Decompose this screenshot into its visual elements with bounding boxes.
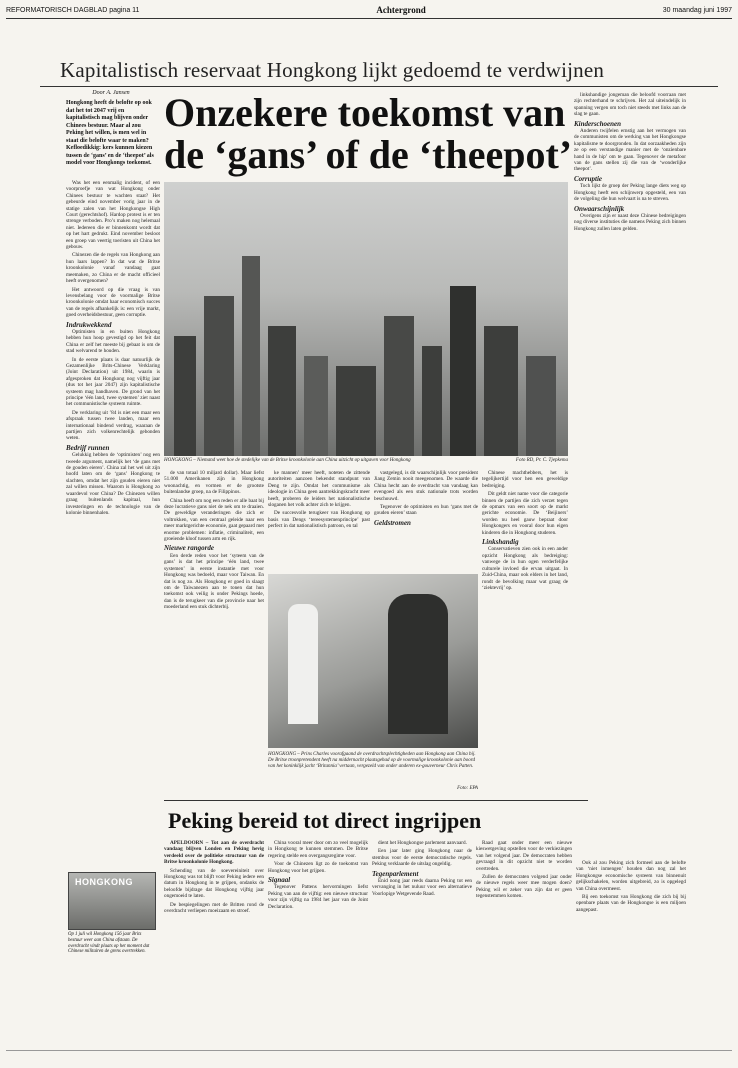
col7-subhead-3: Onwaarschijnlijk: [574, 204, 625, 213]
article-column-5: [374, 470, 478, 570]
col4-para-2: De succesvolle terugkeer van Hongkong op basis van Dengs ‘tereesystemenprincipe’ past perfect in dat nationalistisch patroon, en tal: [268, 510, 370, 530]
page-bottom-rule: [6, 1050, 732, 1051]
article-column-1: [66, 180, 160, 790]
col1-para-3: Het antwoord op die vraag is van levensbelang voor de voormalige Britse kroonkolonie omdat haar economisch succes van de regels afhankelijk is: een vrije markt, goed overheidsbestuur, geen corruptie.: [66, 286, 160, 319]
article2-column-3: [372, 840, 472, 1045]
col4-para-1: ke mannen’ meer heeft, noteten de zittende autoriteiten aanzoen bekendst standpunt van Deng te zijn. Omdat het communisme als ideologie in China geen aantrekkingskracht meer heeft, proberen de leiders het nationalistische sloganen het volk achter zich te krijgen.: [268, 470, 370, 509]
article2-rule: [164, 800, 588, 801]
headline-line-2: de ‘gans’ of de ‘theepot’: [164, 132, 573, 177]
article2-col2-para-1: China vooral meer door om zo veel mogelijk in Hongkong te kunnen stemmen. De Britse regering stelde een overgangsregime voor.: [268, 840, 368, 859]
article2-col5-para-1: Ook al zou Peking zich formeel aan de belofte van ‘niet inmengen’ houden dan nog zal het Hongkongse economische systeem van binnenuit gelijkschakelen, worden uitgebreid, zo is opgelegd van China overmeest.: [576, 860, 686, 892]
article2-col3-subhead: Tegenparlement: [372, 869, 419, 878]
hongkong-skyline-photo: [164, 182, 568, 456]
col3-subhead: Nieuwe rangorde: [164, 544, 214, 553]
col2-subhead: Bedrijf runnen: [66, 443, 110, 452]
article2-col3-para-1: dient het Hongkongse parlement aanvaard.: [378, 840, 467, 846]
col5-para-1: vastgelegd, is dit waarschijnlijk voor president Jiang Zemin nooit meegenomen. De waarde die China hecht aan de overdracht van vandaag kan evengoed als een stuk nationale trots worden beschouwd.: [374, 470, 478, 502]
article-byline: Door A. Jansen: [92, 90, 130, 96]
article2-col2-subhead: Signaal: [268, 876, 291, 885]
ad-caption: Op 1 juli wil Hongkong 156 jaar Brits bestuur weer aan China afstaan. De overdracht vindt plaats op het moment dat Chinese militairen de grens overtrekken.: [68, 932, 150, 955]
header-section: Achtergrond: [376, 5, 426, 15]
col3-para-2: China heeft om nog een reden er alle baat bij deze lucratieve gans niet de nek om te draaien. De geweldige veranderingen die zich er voltrokken, van een centraal geleide naar een meer marktgerichte economie, gaat gepaard met enorme problemen: inflatie, criminaliteit, een groeiende kloof tussen arm en rijk.: [164, 497, 264, 543]
col1-para-1: Was het een eenmalig incident, of een voorproefje van wat Hongkong onder Chinees bestuur te wachten staat? Het gebeurde eind november vorig jaar in de statige zalen van het Hongkongse High Court (gerechtshof). Hardop protest is er ten strenge verboden. Pro’s maken nog helemaal niet. Iedereen die er binnenkomt wordt dat op het hart gedrukt. Eind november besloot een groep van veertig toeristen uit China het gebouw.: [66, 180, 160, 251]
col1-para-2: Chinezen die de regels van Hongkong aan hun laars lappen? In dat wat de Britse kroonkolonie vanaf vandaag gaat meemaken, zo China er de macht officieel heeft overgenomen?: [66, 252, 160, 285]
col3-sub-para: Een derde reden voor het ‘syteem van de gans’ is dat het principe ‘één land, twee systemen’ in eerste instantie met voor Hongkong was bedoeld, maar voor Taiwan. En dat is nog zo. Als Hongkong er goed in slaagt om de Taiwanezen aan te tonen dat hun toekomst ook veilig is onder Pekings hoede, dan is de terugkeer van die provincie naar het moederland een stuk dichterbij.: [164, 552, 264, 611]
col7-sub-para-3: Overigens zijn er naast deze Chinese bedreigingen nog diverse instituties die namens Peking zich binnen Hongkong zullen laten gelden.: [574, 212, 686, 232]
article-headline: [164, 92, 584, 176]
col2-para-2: De verklaring uit ’84 is niet een maar een afspraak tussen twee landen, maar een internationaal bindend verdrag, waaraan de partijen zich volkenrechtelijk gebonden weten.: [66, 409, 160, 442]
col5-para-2: Tegenover de optimisten en hun ‘gans met de gouden eieren’ staan: [374, 504, 478, 517]
col2-para-1: In de eerste plaats is daar natuurlijk de Gezamenlijke Brits-Chinese Verklaring (Joint Declaration) uit 1984, waarin is afgesproken dat Hongkong nog vijftig jaar (dus tot het jaar 2047) zijn kapitalistische systeem mag handhaven. De grond van het principe ‘één land, twee systemen’ ziet naast het communistische systeem ruimte.: [66, 356, 160, 408]
col7-subhead: Kinderschoenen: [574, 119, 622, 128]
col5-subhead: Geldstromen: [374, 518, 411, 527]
prince-charles-photo: [268, 574, 478, 748]
article-column-3: [164, 470, 264, 796]
kicker-rule: [40, 86, 718, 87]
article2-col3-para-2: Een jaar later ging Hongkong naar de stembus voor de eerste democratische regels. Peking verklaarde de uitslag ongeldig.: [372, 848, 472, 868]
photo2-credit: Foto: EPA: [457, 786, 478, 791]
article2-col3-sub-para: Enid nong jaar reeds daarna Peking tot een vervanging in het nuluur voor een alternatieve Voorlopige Wetgevende Raad.: [372, 878, 472, 897]
col1-sub-para: Optimisten in en buiten Hongkong hebben hun hoop gevestigd op het feit dat China er zelf het meeste bij gebaat is om de stad welvarend te houden.: [66, 328, 160, 355]
col6-para-2: Dit geldt niet name voor die categorie binnen de partijen die zich verzet tegen de opmars van een soort op de markt gerichte economie. De ‘Beijiners’ worden nu heel gauw bepraat door Hongkongers en vooral door hun eigen kinderen die in Hongkong studeren.: [482, 491, 568, 536]
article2-col1-para-1: Schending van de soevereiniteit over Hongkong was tot blijft voor Peking iedere een datum in Hongkong in te grijpen, ondanks de beloofde bijdrage dat Hongkong vijftig jaar ongemoeid te laten.: [164, 867, 264, 900]
article2-headline: Peking bereid tot direct ingrijpen: [168, 808, 482, 833]
article2-col1-para-2: De bespiegelingen met de Britten rond de overdracht verliepen moeizaam en stroef.: [164, 901, 264, 915]
page-header: [6, 4, 732, 19]
article2-column-1: [164, 840, 264, 1045]
photo2-caption: HONGKONG – Prins Charles voorafgaand de overdrachtsplechtigheden aan Hongkong aan China bij. De Britse troonpretendent heeft na middernacht plaatsgehad op de voormalige kroonkolonie aan boord van het koninklijk jacht ‘Britannia’ vertaan, vergezeld van onder anderen ex-gouverneur Chris Patten.: [268, 752, 476, 769]
photo1-caption: HONGKONG – Niemand weet hoe de stedelijke van de Britse kroonkolonie aan China uitzicht op uitgaven voor Hongkong: [164, 458, 411, 463]
headline-line-1: Onzekere toekomst van: [164, 90, 566, 135]
article2-col5-para-2: Bij een toekomst van Hongkong die zich bij bij openbare plaats van de Hongkongse is een miljoen aangepast.: [576, 894, 686, 913]
article2-column-4: [476, 840, 572, 1045]
col7-sub-para: Anderen twijfelen ernstig aan het vermogen van de communisten om de werking van het Hongkongse kapitalisme te doorgronden. In dat oorzaakheden zijn ze op een verstandige manier met de ‘onzienbare hand in de hip’ om te gaan. Tegenover de metafoor van de gans stellen zij die van de ‘wonderlijke theepot’.: [574, 128, 686, 173]
article-kicker: Kapitalistisch reservaat Hongkong lijkt gedoemd te verdwijnen: [60, 58, 605, 82]
col2-sub-para: Gelukkig hebben de ‘optimisten’ nog een tweede argument, namelijk het ‘de gans met de gouden eieren’. China zal het wel uit zijn hoofd laten om de ‘gans’ Hongkong te slachten, omdat het zijn gouden eieren niet zal willen missen. Waarom is Hongkong zo waardevol voor China? De Chinezen willen graag buitenlands kapitaal, hun investeringen en de technologie van de kolonie binnenhalen.: [66, 452, 160, 516]
col6-sub-para: Conservatieven zien ook in een ander opzicht Hongkong als bedreiging: vanwege de in hun ogen verderfelijke culturele invloed die ervan uitgaat. In Zuid-China, maar ook elders in het land, rondt de bevolking maar wat graag de ‘ziektevrij’ op.: [482, 546, 568, 591]
col7-para-1: linkshandige jongeman die beloofd voorraan met zijn rechterhand te schrijven. Het zal uiteindelijk in spanning vergen om toch niet steeds met links aan de slag te gaan.: [574, 92, 686, 118]
article-column-4: [268, 470, 370, 570]
col6-para-1: Chinese machthebbers, het is tegelijkertijd voor hen een geweldige bedreiging.: [482, 470, 568, 489]
ad-label: HONGKONG: [75, 877, 133, 887]
col1-subhead: Indrukwekkend: [66, 320, 112, 329]
hongkong-ad-photo: [68, 872, 156, 930]
header-date: 30 maandag juni 1997: [662, 6, 732, 14]
article2-col4-para-1: Raad gaat onder meer een nieuwe kieswetgeving opstellen voor de verkiezingen van het volgend jaar. De democraten hebben gevraagd in dit opzicht niet te worden overtreden.: [476, 840, 572, 872]
article-column-6: [482, 470, 568, 796]
col7-subhead-2: Corruptie: [574, 174, 603, 183]
header-publication: REFORMATORISCH DAGBLAD pagina 11: [6, 6, 140, 14]
article2-column-2: [268, 840, 368, 1045]
col7-sub-para-2: Toch lijkt de groep der Peking lange diets weg op Hongkong heeft een schijnwerp opgesteld, een van de volgeling die hun welvaart is na te streven.: [574, 183, 686, 203]
photo1-credit: Foto RD, Pr. C. Tjepkema: [515, 458, 568, 463]
article2-col2-sub-para: Tegenover Pattens hervormingen liefst Peking van aan de vijftig: een nieuwe structuur voor zijn vijftig na 1984 het jaar van de Joint Declaration.: [268, 884, 368, 910]
article2-col2-para-2: Voor de Chinezen ligt zo de toekomst van Hongkong voor het grijpen.: [268, 861, 368, 874]
article2-column-5: [576, 860, 686, 1045]
col3-para-1: de van totaal 10 miljard dollar). Maar liefst 51.000 Amerikanen zijn in Hongkong woonachtig, en vormen er de grootste buitenlandse groep, na de Filippinos.: [164, 470, 264, 496]
col6-subhead: Linkshandig: [482, 538, 519, 547]
article2-intro: APELDOORN – Tot aan de overdracht vandaag blijven Londen en Peking hevig verdeeld over de politieke structuur van de Britse kroonkolonie Hongkong.: [164, 840, 264, 866]
article2-col4-para-2: Zullen de democraten volgend jaar onder de nieuwe regels weer mee mogen doen? Peking wil er zeker van zijn dat er geen tegenstemmen komen.: [476, 874, 572, 900]
article-intro: Hongkong heeft de belofte op ook dat het tot 2047 vrij en kapitalistisch mag blijven onder Chinees bestuur. Maar al zou Peking het willen, is men wel in staat die belofte waar te maken? Kefloedikkig: kers kunnen kiezen tussen de ‘gans’ en de ‘theepot’ als model voor Hongkongs toekomst.: [66, 100, 154, 166]
